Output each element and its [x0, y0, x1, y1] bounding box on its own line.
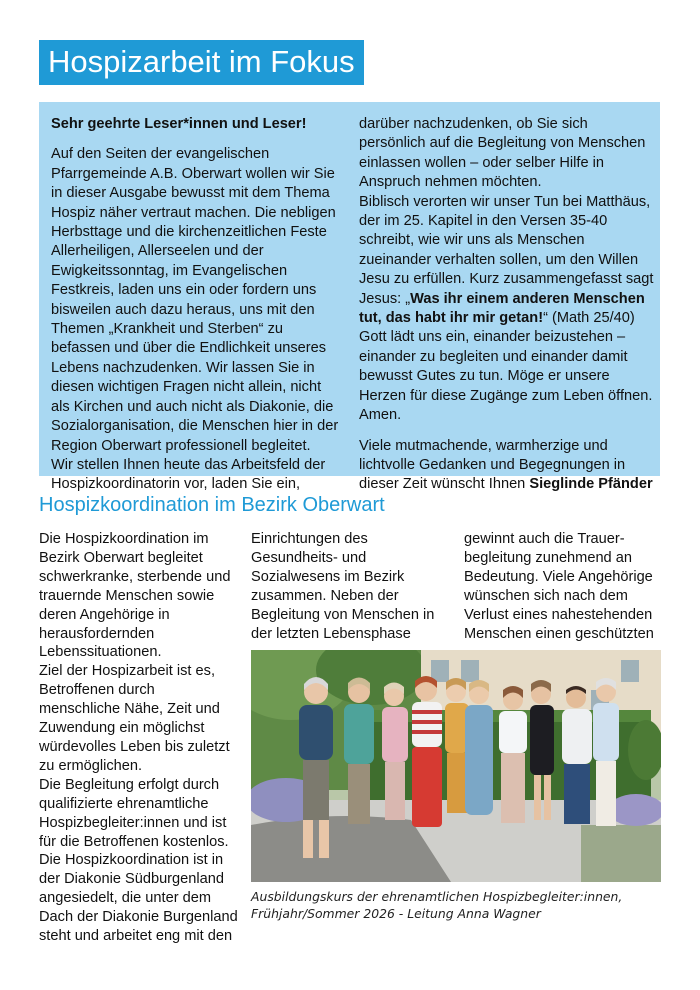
salutation: Sehr geehrte Leser*innen und Leser! [51, 116, 307, 132]
intro-letter-box [39, 102, 660, 493]
article-column-1 [39, 530, 239, 946]
intro-paragraph: Auf den Seiten der evangelischen Pfarrgemeinde A.B. Oberwart wollen wir Sie in dieser Ausgabe bewusst mit dem Thema Hospiz näher vertraut machen. Die nebligen Herbsttage und die kirchenzeitlichen Feste Allerheiligen, Allerseelen und der Ewigkeitssonntag, im Evangelischen Festkreis, laden uns ein oder fordern uns bisweilen auch dazu heraus, uns mit den Themen „Krankheit und Sterben“ zu befassen und über die Endlichkeit unseres Lebens nachzudenken. Wir lassen Sie in diesen wichtigen Fragen nicht allein, nicht als Kirchen und auch nicht als Diakonie, die Sozialorganisation, die Menschen hier in der Region Oberwart professionell begleitet. [51, 146, 339, 454]
article-paragraph: Ziel der Hospizarbeit ist es, Betroffenen durch menschliche Nähe, Zeit und Zuwendung ein möglichst würdevolles Leben bis zuletzt zu ermöglichen. [39, 663, 230, 774]
signature: Sieglinde Pfänder [529, 476, 653, 493]
closing-greeting [359, 437, 654, 495]
article-paragraph: Die Begleitung erfolgt durch qualifizierte ehrenamtliche Hospizbegleiter:innen und ist für die Betroffenen kostenlos. [39, 776, 229, 850]
intro-paragraph-bible [359, 193, 654, 426]
article-column-2 [251, 530, 446, 643]
intro-left-column [51, 115, 339, 495]
intro-right-column [359, 115, 654, 495]
bible-quote: Was ihr einem anderen Menschen tut, das habt ihr mir getan! [359, 290, 645, 327]
article-paragraph: Einrichtungen des Gesundheits- und Sozialwesens im Bezirk zusammen. Neben der Begleitung von Menschen in der letzten Lebensphase [251, 531, 435, 642]
section-heading: Hospizkoordination im Bezirk Oberwart [39, 494, 385, 516]
article-column-3 [464, 530, 664, 643]
bible-text-end: “ (Math 25/40) Gott lädt uns ein, einander beizustehen – einander zu begleiten und einander damit bewusst Gutes zu tun. Möge er unsere Herzen für diese Zugänge zum Leben öffnen. Amen. [359, 310, 653, 424]
intro-paragraph: Wir stellen Ihnen heute das Arbeitsfeld der Hospizkoordinatorin vor, laden Sie ein, [51, 456, 326, 493]
group-photo [251, 650, 661, 882]
closing-text: Viele mutmachende, warmherzige und lichtvolle Gedanken und Begegnungen in dieser Zeit wünscht Ihnen [359, 437, 626, 493]
article-paragraph: gewinnt auch die Trauerbegleitung zunehmend an Bedeutung. Viele Angehörige wünschen sich nach dem Verlust eines nahestehenden Menschen einen geschützten [464, 531, 654, 642]
article-paragraph: Die Hospizkoordination ist in der Diakonie Südburgenland angesiedelt, die unter dem Dach der Diakonie Burgenland steht und arbeitet eng mit den [39, 852, 238, 945]
bible-text-start: Biblisch verorten wir unser Tun bei Matthäus, der im 25. Kapitel in den Versen 35-40 schreibt, wie wir uns als Menschen zueinander verhalten sollen, um den Willen Jesu zu erfüllen. Kurz zusammengefasst sagt Jesus: „ [359, 193, 654, 307]
page-title: Hospizarbeit im Fokus [39, 40, 364, 85]
photo-caption: Ausbildungskurs der ehrenamtlichen Hospizbegleiter:innen, Frühjahr/Sommer 2026 - Leitung Anna Wagner [251, 889, 623, 921]
intro-paragraph: darüber nachzudenken, ob Sie sich persönlich auf die Begleitung von Menschen einlassen wollen – oder selber Hilfe in Anspruch nehmen möchten. [359, 116, 646, 191]
article-paragraph: Die Hospizkoordination im Bezirk Oberwart begleitet schwerkranke, sterbende und trauernde Menschen sowie deren Angehörige in herausfordernden Lebenssituationen. [39, 531, 231, 661]
